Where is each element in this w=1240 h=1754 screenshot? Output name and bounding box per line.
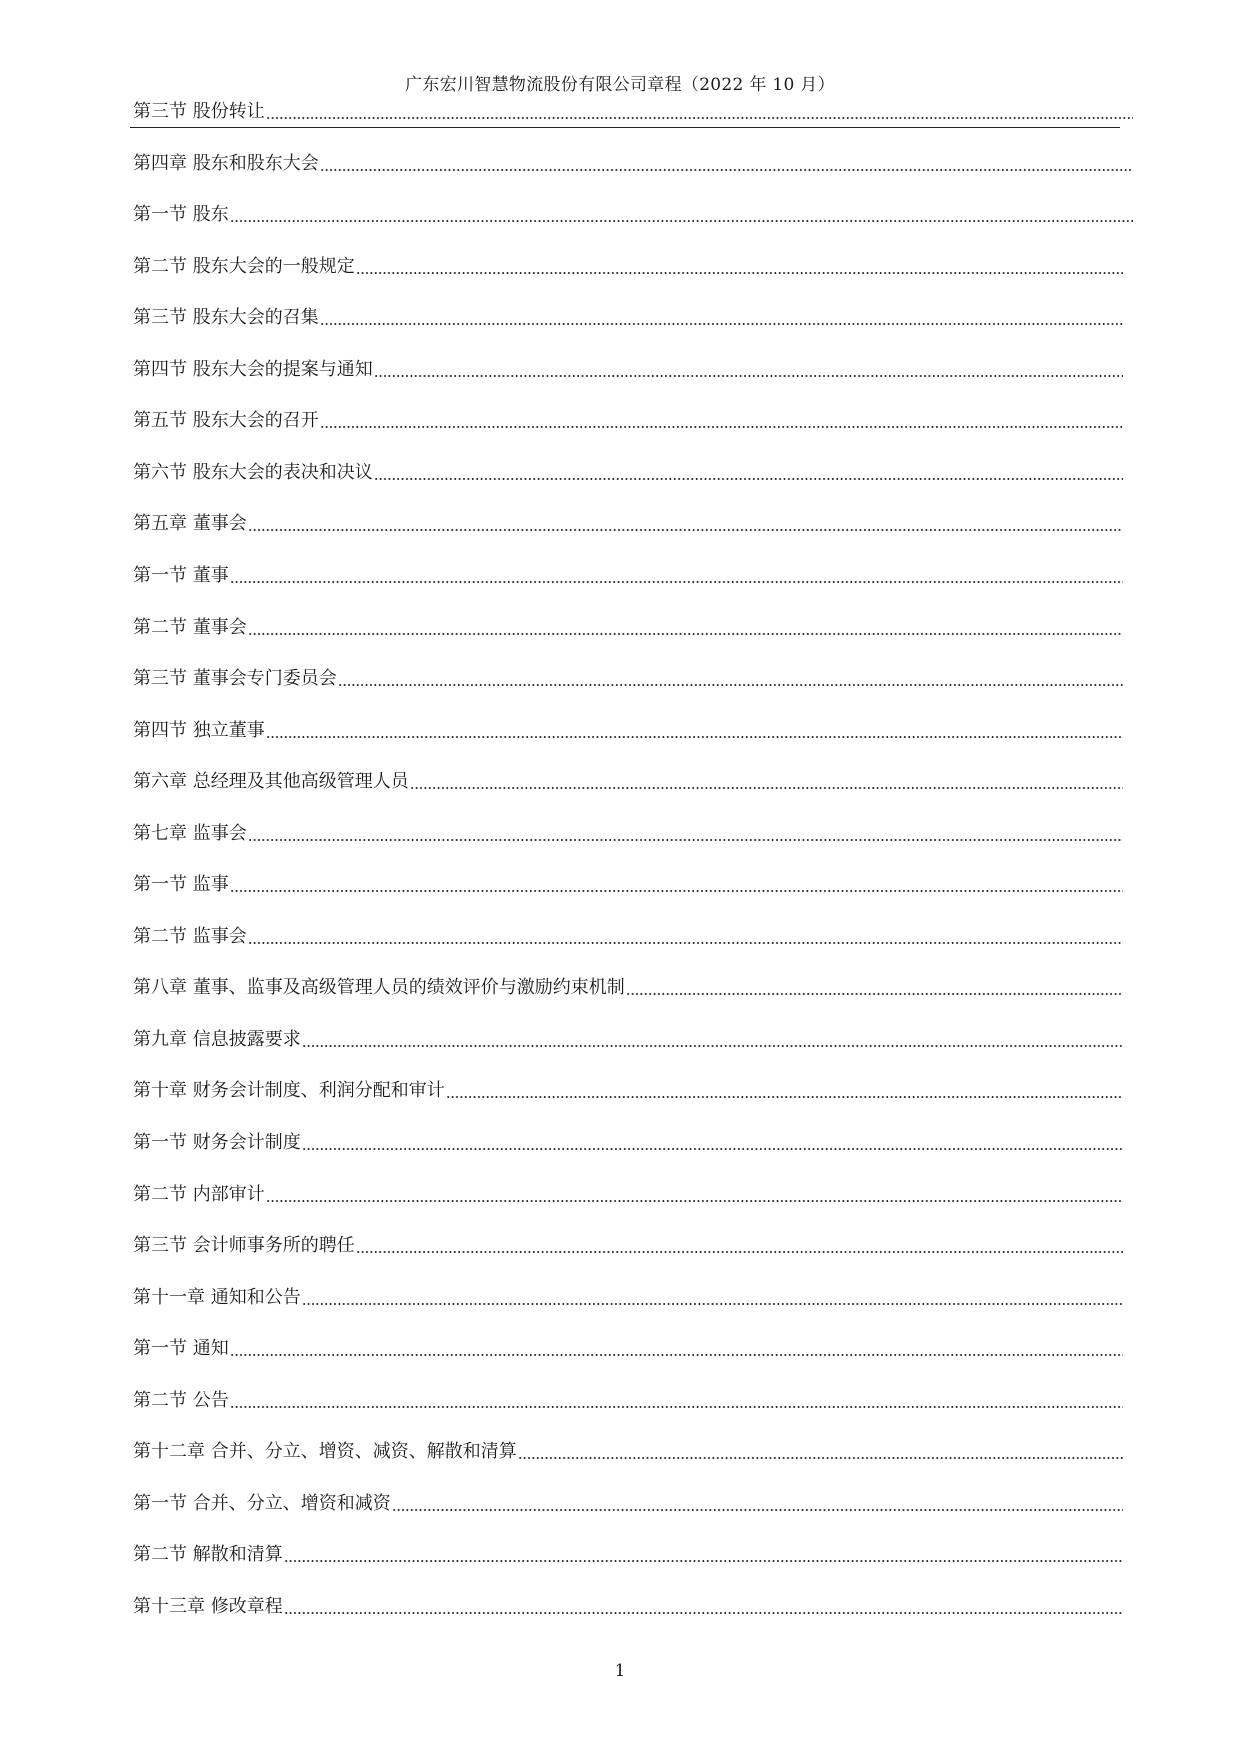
toc-entry[interactable] — [133, 358, 1123, 382]
toc-entry-label: 第一节 合并、分立、增资和减资 — [133, 1492, 391, 1514]
toc-entry-label: 第五章 董事会 — [133, 513, 247, 535]
toc-entry[interactable] — [133, 616, 1123, 640]
toc-entry-label: 第二节 解散和清算 — [133, 1544, 283, 1566]
toc-entry-label: 第一节 股东 — [133, 204, 229, 226]
toc-entry[interactable] — [133, 1079, 1123, 1103]
toc-dot-leader — [266, 117, 1133, 119]
toc-dot-leader — [410, 787, 1123, 789]
toc-dot-leader — [248, 633, 1123, 635]
toc-entry-label: 第九章 信息披露要求 — [133, 1028, 301, 1050]
header-rule — [130, 127, 1120, 128]
toc-entry[interactable] — [133, 925, 1123, 949]
toc-dot-leader — [356, 272, 1123, 274]
toc-entry-label: 第三节 股东大会的召集 — [133, 307, 319, 329]
toc-entry-label: 第十章 财务会计制度、利润分配和审计 — [133, 1080, 445, 1102]
toc-entry[interactable] — [133, 1337, 1123, 1361]
toc-entry-label: 第十一章 通知和公告 — [133, 1286, 301, 1308]
toc-entry[interactable] — [133, 1543, 1123, 1567]
toc-dot-leader — [356, 1251, 1123, 1253]
toc-entry[interactable] — [133, 1440, 1123, 1464]
toc-entry-label: 第一节 董事 — [133, 564, 229, 586]
toc-entry[interactable] — [133, 770, 1123, 794]
toc-dot-leader — [266, 736, 1123, 738]
toc-entry-label: 第五节 股东大会的召开 — [133, 410, 319, 432]
toc-entry-label: 第七章 监事会 — [133, 822, 247, 844]
toc-dot-leader — [230, 1406, 1123, 1408]
toc-entry[interactable] — [133, 306, 1123, 330]
toc-entry-label: 第二节 公告 — [133, 1389, 229, 1411]
page-number: 1 — [614, 1661, 626, 1681]
toc-entry-label: 第四节 股东大会的提案与通知 — [133, 358, 373, 380]
toc-entry-label: 第十二章 合并、分立、增资、减资、解散和清算 — [133, 1441, 517, 1463]
toc-dot-leader — [266, 1200, 1123, 1202]
toc-dot-leader — [374, 478, 1123, 480]
toc-dot-leader — [626, 993, 1123, 995]
toc-dot-leader — [302, 1045, 1123, 1047]
toc-entry[interactable] — [133, 719, 1123, 743]
toc-dot-leader — [302, 1303, 1123, 1305]
toc-entry[interactable] — [133, 873, 1123, 897]
toc-entry-label: 第一节 监事 — [133, 874, 229, 896]
toc-dot-leader — [248, 942, 1123, 944]
toc-entry-label: 第四章 股东和股东大会 — [133, 152, 319, 174]
toc-entry[interactable] — [133, 667, 1123, 691]
toc-entry[interactable] — [133, 822, 1123, 846]
toc-entry[interactable] — [133, 100, 1133, 124]
toc-entry[interactable] — [133, 255, 1123, 279]
toc-entry[interactable] — [133, 1131, 1123, 1155]
toc-entry[interactable] — [133, 976, 1123, 1000]
toc-entry[interactable] — [133, 512, 1123, 536]
toc-entry[interactable] — [133, 152, 1133, 176]
toc-dot-leader — [392, 1509, 1123, 1511]
toc-dot-leader — [230, 220, 1133, 222]
toc-entry-label: 第四节 独立董事 — [133, 719, 265, 741]
toc-dot-leader — [320, 323, 1123, 325]
toc-entry-label: 第二节 董事会 — [133, 616, 247, 638]
toc-entry[interactable] — [133, 1028, 1123, 1052]
toc-entry[interactable] — [133, 461, 1123, 485]
toc-dot-leader — [518, 1457, 1123, 1459]
toc-dot-leader — [338, 684, 1123, 686]
toc-dot-leader — [230, 581, 1123, 583]
toc-entry-label: 第三节 董事会专门委员会 — [133, 668, 337, 690]
toc-dot-leader — [230, 890, 1123, 892]
toc-entry-label: 第二节 股东大会的一般规定 — [133, 255, 355, 277]
toc-dot-leader — [302, 1148, 1123, 1150]
toc-entry[interactable] — [133, 1492, 1123, 1516]
toc-entry[interactable] — [133, 564, 1123, 588]
document-header: 广东宏川智慧物流股份有限公司章程（2022 年 10 月） — [405, 75, 835, 95]
toc-entry[interactable] — [133, 203, 1133, 227]
toc-entry-label: 第一节 通知 — [133, 1338, 229, 1360]
toc-entry-label: 第八章 董事、监事及高级管理人员的绩效评价与激励约束机制 — [133, 977, 625, 999]
toc-dot-leader — [320, 426, 1123, 428]
toc-dot-leader — [284, 1560, 1123, 1562]
toc-entry[interactable] — [133, 1286, 1123, 1310]
toc-entry-label: 第十三章 修改章程 — [133, 1595, 283, 1617]
toc-entry[interactable] — [133, 1183, 1123, 1207]
toc-dot-leader — [230, 1354, 1123, 1356]
toc-entry[interactable] — [133, 409, 1123, 433]
toc-entry[interactable] — [133, 1389, 1123, 1413]
toc-entry-label: 第二节 监事会 — [133, 925, 247, 947]
toc-entry-label: 第三节 会计师事务所的聘任 — [133, 1235, 355, 1257]
toc-entry[interactable] — [133, 1595, 1123, 1619]
toc-dot-leader — [284, 1612, 1123, 1614]
toc-entry-label: 第一节 财务会计制度 — [133, 1132, 301, 1153]
toc-entry[interactable] — [133, 1234, 1123, 1258]
toc-entry-label: 第六章 总经理及其他高级管理人员 — [133, 771, 409, 793]
toc-dot-leader — [374, 375, 1123, 377]
toc-dot-leader — [248, 839, 1123, 841]
toc-dot-leader — [446, 1096, 1123, 1098]
toc-dot-leader — [320, 169, 1133, 171]
toc-entry-label: 第三节 股份转让 — [133, 101, 265, 122]
toc-entry-label: 第六节 股东大会的表决和决议 — [133, 461, 373, 483]
toc-entry-label: 第二节 内部审计 — [133, 1183, 265, 1205]
toc-dot-leader — [248, 529, 1123, 531]
